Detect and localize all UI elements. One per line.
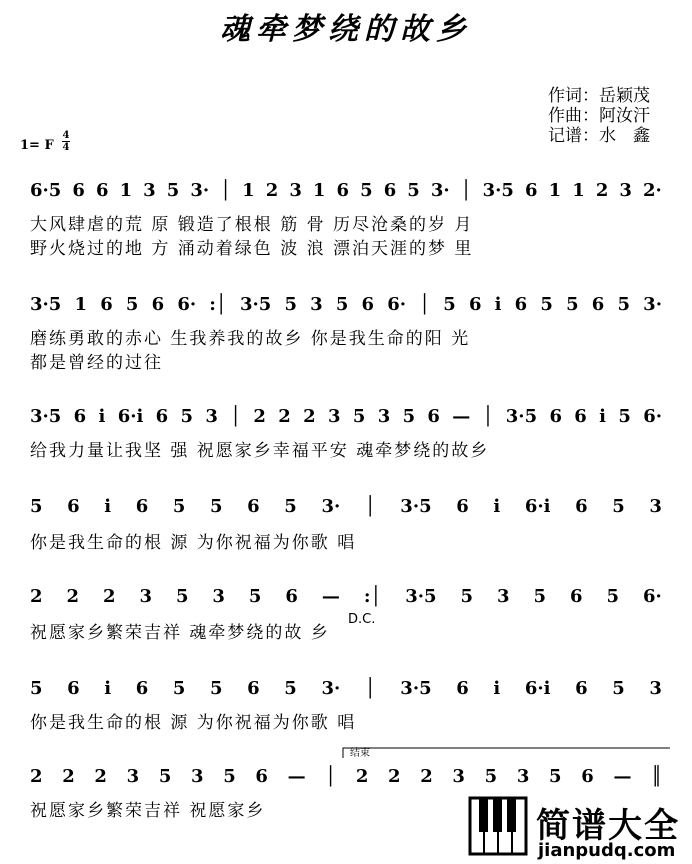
glyph: 6·5 <box>30 180 62 201</box>
glyph: i <box>599 406 606 427</box>
glyph: │ <box>419 294 431 315</box>
glyph: 3 <box>212 586 225 607</box>
glyph: i <box>98 406 106 427</box>
glyph: 6 <box>361 294 375 315</box>
glyph: 5 <box>540 294 553 315</box>
glyph: 2 <box>62 766 75 787</box>
glyph: 5 <box>606 586 620 607</box>
lyric-row-4-line-1: 你是我生命的根 源 为你祝福为你歌 唱 <box>30 533 357 553</box>
glyph: 3·5 <box>405 586 437 607</box>
glyph: 5 <box>612 678 625 699</box>
glyph: 5 <box>360 180 373 201</box>
glyph: 3 <box>139 586 152 607</box>
glyph: 6· <box>642 586 662 607</box>
glyph: 6·i <box>524 678 551 699</box>
glyph: 5 <box>284 496 297 517</box>
glyph: │ <box>364 496 376 517</box>
glyph: 2 <box>30 766 43 787</box>
glyph: 3 <box>497 586 510 607</box>
glyph: 6 <box>336 180 350 201</box>
glyph: — <box>452 406 471 427</box>
glyph: 6 <box>427 406 440 427</box>
lyric-row-3-line-1: 给我力量让我坚 强 祝愿家乡幸福平安 魂牵梦绕的故乡 <box>30 441 490 461</box>
glyph: 5 <box>172 496 186 517</box>
glyph: — <box>613 766 632 787</box>
glyph: i <box>493 496 501 517</box>
glyph: 3·5 <box>482 180 514 201</box>
glyph: 3 <box>327 406 341 427</box>
glyph: i <box>104 496 112 517</box>
glyph: 5 <box>566 294 579 315</box>
glyph: :│ <box>209 294 227 315</box>
glyph: 5 <box>484 766 498 787</box>
glyph: 3 <box>191 766 204 787</box>
transcriber: 记谱：水 鑫 <box>548 126 650 146</box>
glyph: 6· <box>387 294 407 315</box>
piano-logo-icon <box>468 796 528 856</box>
glyph: 3· <box>430 180 450 201</box>
glyph: │ <box>325 766 337 787</box>
glyph: 3 <box>289 180 302 201</box>
glyph: 6·i <box>524 496 551 517</box>
glyph: 3 <box>649 678 662 699</box>
glyph: 3·5 <box>239 294 272 315</box>
glyph: 6 <box>67 496 80 517</box>
glyph: 3·5 <box>400 678 432 699</box>
glyph: i <box>494 294 502 315</box>
glyph: :│ <box>363 586 382 607</box>
ending-label: 结束 <box>350 748 370 759</box>
glyph: 6 <box>72 180 85 201</box>
glyph: i <box>493 678 501 699</box>
glyph: 6 <box>135 496 149 517</box>
glyph: 2 <box>303 406 316 427</box>
glyph: 2 <box>355 766 369 787</box>
glyph: 1 <box>312 180 326 201</box>
time-signature-bottom: 4 <box>62 142 70 153</box>
glyph: 5 <box>460 586 474 607</box>
glyph: 2 <box>388 766 401 787</box>
glyph: 6 <box>95 180 109 201</box>
glyph: 5 <box>210 678 223 699</box>
glyph: │ <box>460 180 472 201</box>
glyph: │ <box>220 180 232 201</box>
glyph: 5 <box>618 406 631 427</box>
glyph: 6 <box>247 496 260 517</box>
glyph: 3· <box>643 294 662 315</box>
glyph: │ <box>364 678 376 699</box>
glyph: 5 <box>172 678 186 699</box>
glyph: 3 <box>310 294 323 315</box>
glyph: 5 <box>284 294 297 315</box>
glyph: ║ <box>651 766 662 787</box>
glyph: 6 <box>468 294 482 315</box>
glyph: 6 <box>581 766 594 787</box>
glyph: 5 <box>352 406 366 427</box>
glyph: 5 <box>402 406 416 427</box>
glyph: 2 <box>94 766 107 787</box>
lyric-row-1-line-1: 大风肆虐的荒 原 锻造了根根 筋 骨 历尽沧桑的岁 月 <box>30 215 474 235</box>
glyph: 6 <box>525 180 538 201</box>
glyph: 1 <box>74 294 88 315</box>
glyph: 3 <box>619 180 632 201</box>
glyph: 6 <box>549 406 562 427</box>
glyph: 6 <box>67 678 80 699</box>
glyph: 5 <box>223 766 236 787</box>
site-watermark <box>468 796 692 864</box>
glyph: 5 <box>175 586 189 607</box>
glyph: 3 <box>205 406 218 427</box>
glyph: 6 <box>155 406 169 427</box>
lyric-row-2-line-2: 都是曾经的过往 <box>30 353 163 373</box>
glyph: i <box>104 678 112 699</box>
lyric-row-7-line-1: 祝愿家乡繁荣吉祥 祝愿家乡 <box>30 801 266 821</box>
glyph: 6· <box>643 406 662 427</box>
lyric-row-6-line-1: 你是我生命的根 源 为你祝福为你歌 唱 <box>30 713 357 733</box>
glyph: 5 <box>284 678 297 699</box>
glyph: 1 <box>548 180 562 201</box>
glyph: 3· <box>321 496 341 517</box>
glyph: 5 <box>533 586 547 607</box>
glyph: 3 <box>452 766 465 787</box>
glyph: 6 <box>247 678 260 699</box>
glyph: 6 <box>574 406 587 427</box>
glyph: 3 <box>516 766 530 787</box>
glyph: — <box>287 766 306 787</box>
glyph: 3·5 <box>30 294 62 315</box>
glyph: 1 <box>119 180 133 201</box>
glyph: 6 <box>100 294 113 315</box>
glyph: 5 <box>30 496 43 517</box>
glyph: 6 <box>456 496 469 517</box>
glyph: 6 <box>591 294 605 315</box>
glyph: 3 <box>143 180 156 201</box>
glyph: 1 <box>242 180 255 201</box>
glyph: 2 <box>253 406 266 427</box>
glyph: 6 <box>255 766 268 787</box>
key-signature: 1= F <box>20 138 54 153</box>
glyph: 5 <box>158 766 172 787</box>
glyph: 6 <box>575 678 588 699</box>
glyph: 2 <box>102 586 116 607</box>
glyph: 2· <box>643 180 662 201</box>
lyric-row-2-line-1: 磨练勇敢的赤心 生我养我的故乡 你是我生命的阳 光 <box>30 329 471 349</box>
dc-mark: D.C. <box>348 612 376 627</box>
glyph: 5 <box>30 678 43 699</box>
glyph: 6· <box>177 294 197 315</box>
glyph: 2 <box>30 586 43 607</box>
glyph: 6 <box>73 406 87 427</box>
lyric-row-5-line-1: 祝愿家乡繁荣吉祥 魂牵梦绕的故 乡 <box>30 623 330 643</box>
glyph: 3 <box>126 766 140 787</box>
glyph: 3 <box>649 496 662 517</box>
glyph: 5 <box>407 180 420 201</box>
glyph: │ <box>230 406 242 427</box>
glyph: 3·5 <box>400 496 432 517</box>
glyph: 6 <box>575 496 588 517</box>
glyph: 5 <box>612 496 625 517</box>
glyph: 6 <box>135 678 149 699</box>
glyph: 6 <box>514 294 528 315</box>
glyph: 2 <box>595 180 609 201</box>
glyph: 5 <box>617 294 630 315</box>
glyph: 3·5 <box>30 406 62 427</box>
glyph: 2 <box>420 766 433 787</box>
glyph: 5 <box>335 294 349 315</box>
glyph: 5 <box>248 586 262 607</box>
glyph: 6 <box>151 294 165 315</box>
composer: 作曲：阿汝汗 <box>548 106 650 126</box>
lyricist: 作词：岳颖茂 <box>548 86 650 106</box>
glyph: 5 <box>549 766 562 787</box>
glyph: 2 <box>278 406 291 427</box>
glyph: 6 <box>383 180 397 201</box>
glyph: 3· <box>321 678 341 699</box>
glyph: 6 <box>456 678 469 699</box>
page-title: 魂牵梦绕的故乡 <box>220 12 472 47</box>
glyph: 5 <box>125 294 139 315</box>
brand-url: jianpudq.com <box>538 840 676 861</box>
glyph: 5 <box>180 406 194 427</box>
glyph: 2 <box>265 180 279 201</box>
glyph: 6 <box>570 586 583 607</box>
time-signature-top: 4 <box>62 130 70 141</box>
glyph: 2 <box>66 586 80 607</box>
glyph: 5 <box>443 294 456 315</box>
glyph: 1 <box>572 180 585 201</box>
glyph: 6 <box>285 586 298 607</box>
glyph: 3 <box>377 406 391 427</box>
glyph: — <box>321 586 340 607</box>
lyric-row-1-line-2: 野火烧过的地 方 涌动着绿色 波 浪 漂泊天涯的梦 里 <box>30 239 474 259</box>
glyph: │ <box>482 406 494 427</box>
glyph: 5 <box>166 180 180 201</box>
glyph: 3· <box>190 180 210 201</box>
brand-name: 简谱大全 <box>536 806 680 846</box>
glyph: 6·i <box>117 406 144 427</box>
glyph: 3·5 <box>505 406 538 427</box>
glyph: 5 <box>210 496 223 517</box>
